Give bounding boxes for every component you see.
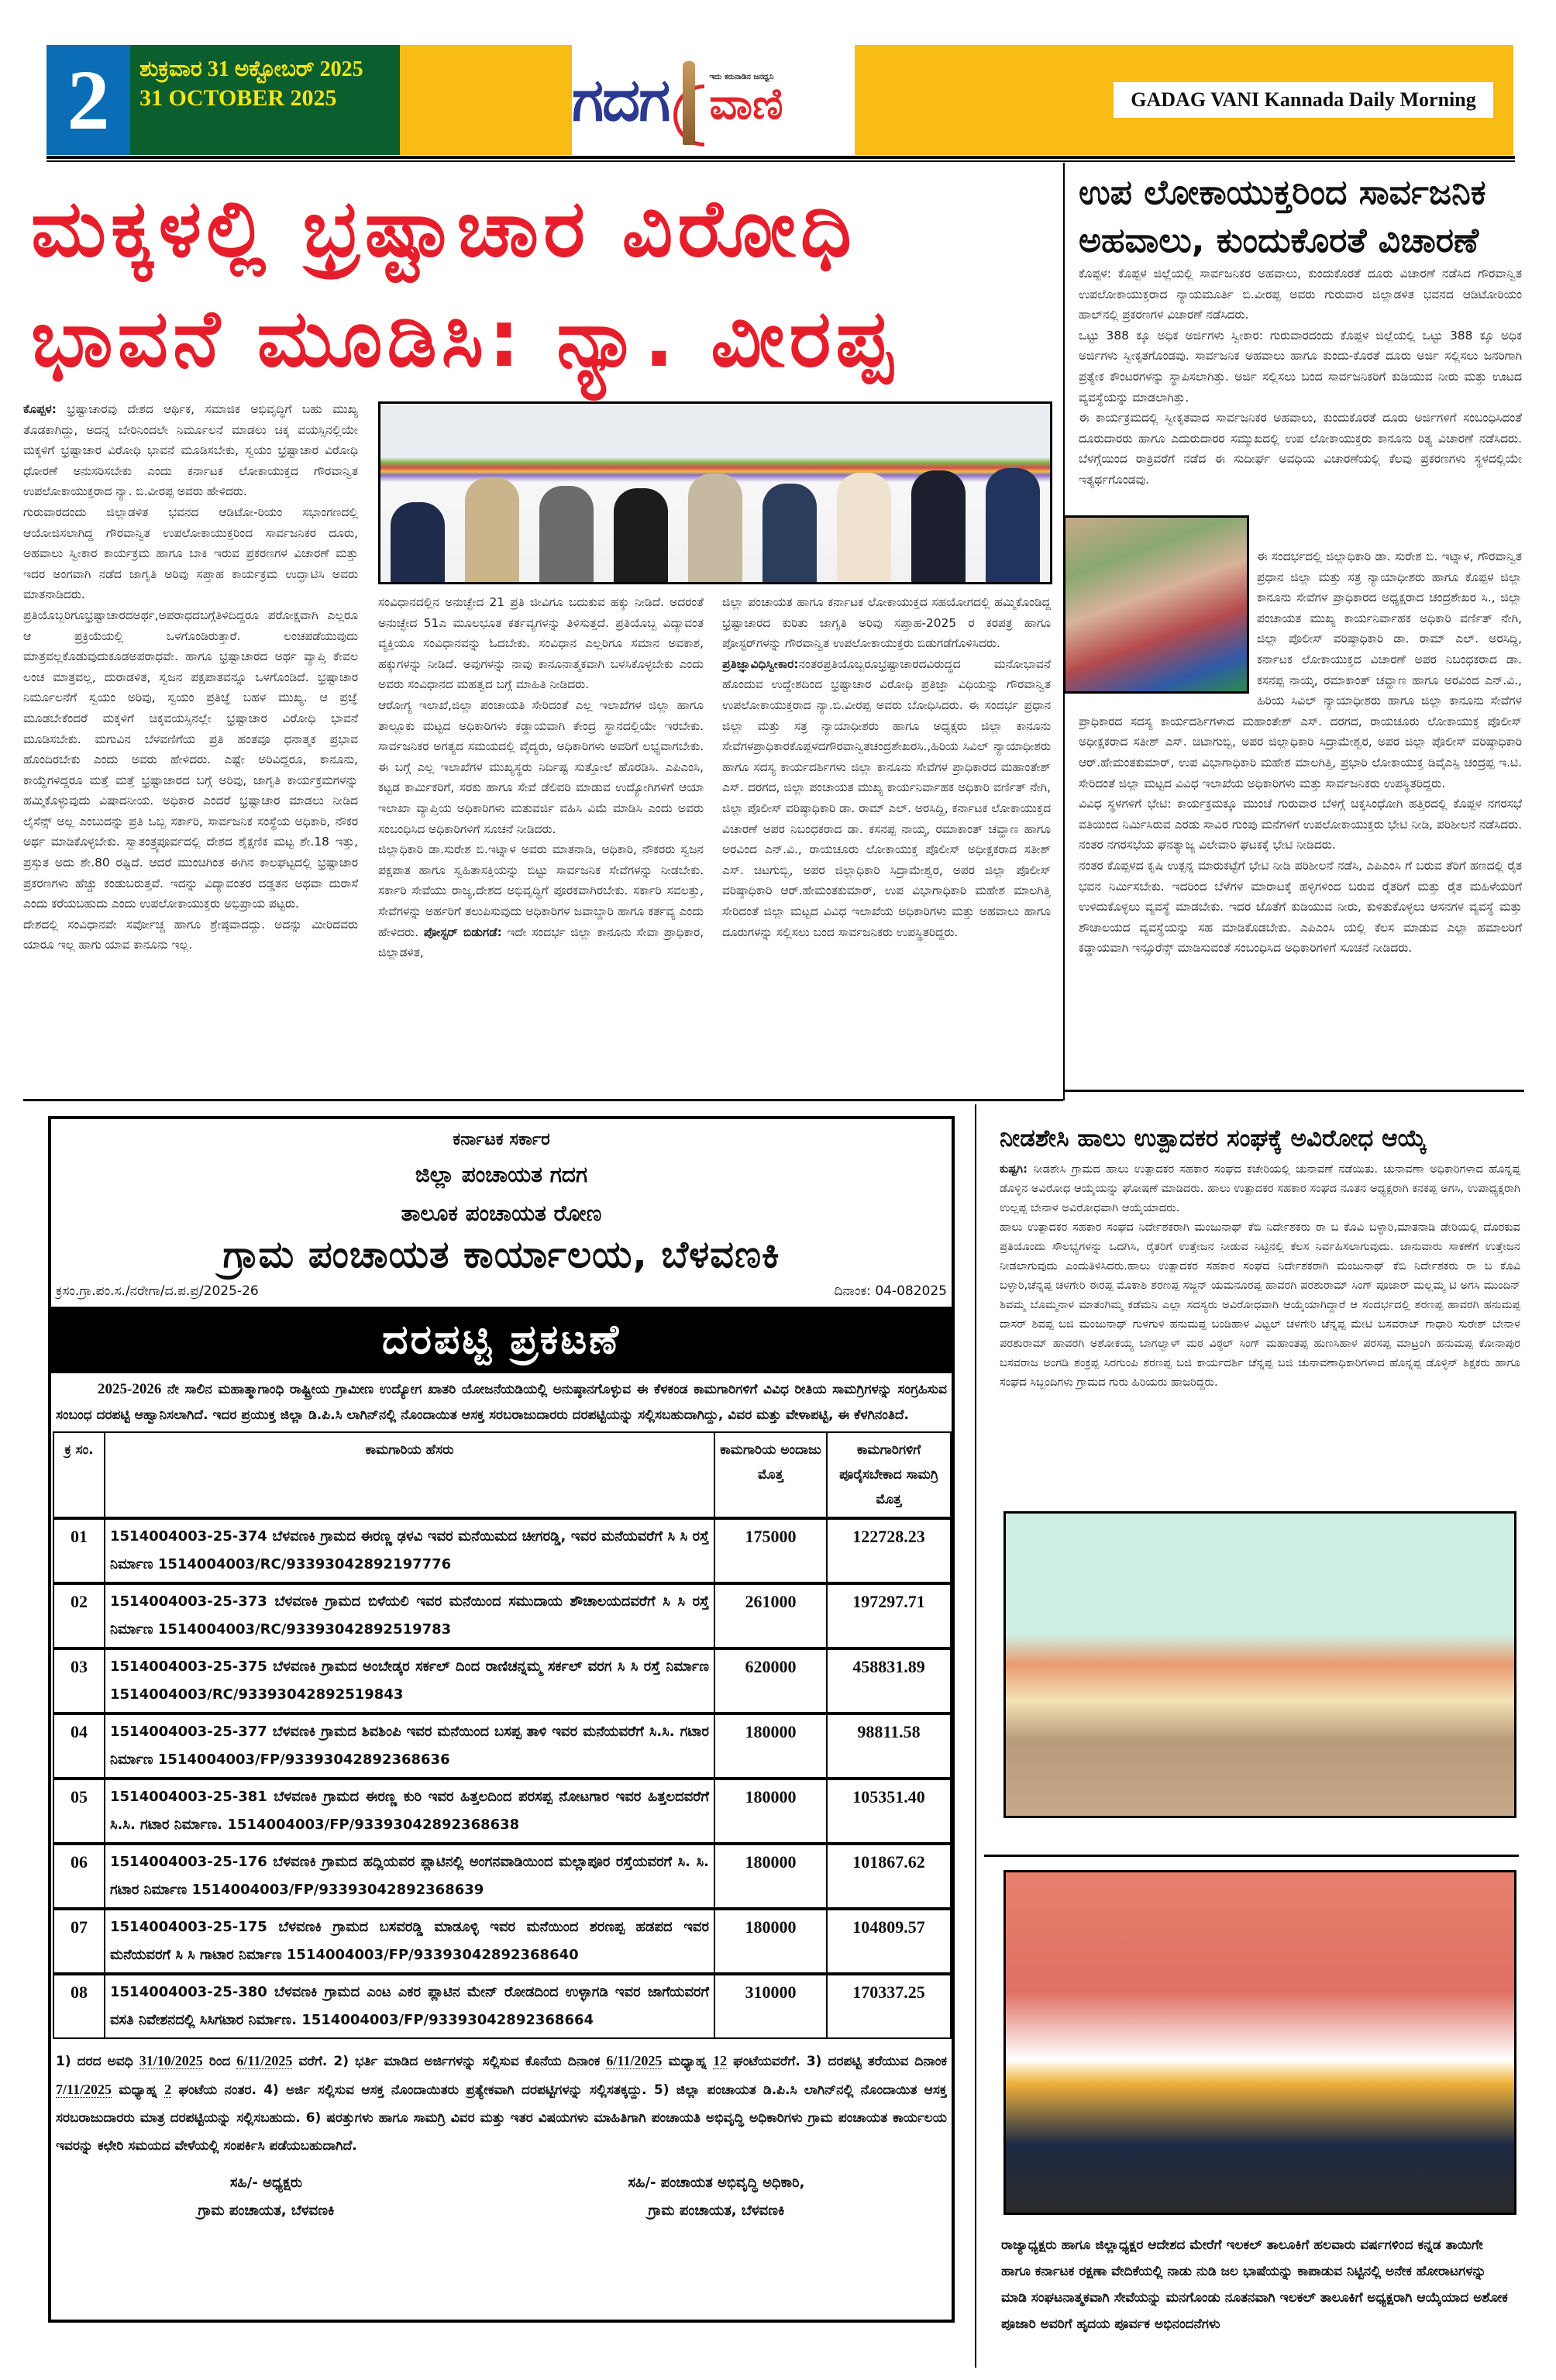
row-work-name: 1514004003-25-176 ಬೆಳವಣಕಿ ಗ್ರಾಮದ ಹದ್ಲಿಯವರ ಪ್ಲಾಟಿನಲ್ಲಿ ಅಂಗನವಾಡಿಯಿಂದ ಮಲ್ಲಾಪೂರ ರಸ್ತೆಯವರಗೆ ಸಿ. ಸಿ. ಗಟಾರ ನಿರ್ಮಾಣ 1514004003/FP/93393042892368639: [105, 1844, 714, 1909]
notice-signatures: [51, 2169, 952, 2225]
photo-figures: [380, 468, 1050, 582]
signature-title: ಸಹಿ/- ಪಂಚಾಯತ ಅಭಿವೃದ್ಧಿ ಅಧಿಕಾರಿ,: [628, 2175, 805, 2191]
row-estimate: 180000: [714, 1714, 827, 1779]
rate-from-date: 31/10/2025: [139, 2053, 203, 2068]
rate-to-date: 6/11/2025: [236, 2053, 293, 2068]
notice-govt: ಕರ್ನಾಟಕ ಸರ್ಕಾರ: [453, 1130, 550, 1149]
date-box: [130, 45, 400, 155]
terms-text: ಘಂಟೆಯ ನಂತರ. 4) ಅರ್ಜಿ ಸಲ್ಲಿಸುವ ಆಸಕ್ತ ನೊಂದಾಯಿತರು ಪ್ರತ್ಯೇಕವಾಗಿ ದರಪಟ್ಟಿಗಳನ್ನು ಸಲ್ಲಿಸತಕ್ಕದ್ದು. 5) ಜಿಲ್ಲಾ ಪಂಚಾಯತ ಡಿ.ಪಿ.ಸಿ ಲಾಗಿನ್‌ನಲ್ಲಿ ನೊಂದಾಯಿತ ಆಸಕ್ತ ಸರಬರಾಜುದಾರರು ಮಾತ್ರ ದರಪಟ್ಟಿಯನ್ನು ಸಲ್ಲಿಸಬಹುದು. 6) ಷರತ್ತುಗಳು ಹಾಗೂ ಸಾಮಗ್ರಿ ವಿವರ ಮತ್ತು ಇತರ ವಿಷಯಗಳು ಮಾಹಿತಿಗಾಗಿ ಪಂಚಾಯತಿ ಅಭಿವೃದ್ಧಿ ಅಧಿಕಾರಿಗಳು ಗ್ರಾಮ ಪಂಚಾಯತ ಕಾರ್ಯಲಯ ಇವರನ್ನು ಕಛೇರಿ ಸಮಯದ ವೇಳೆಯಲ್ಲಿ ಸಂಪರ್ಕಿಸಿ ಪಡೆಯಬಹುದಾಗಿದೆ.: [56, 2082, 948, 2154]
row-estimate: 180000: [714, 1909, 827, 1974]
row-material-amount: 197297.71: [827, 1583, 951, 1648]
paragraph: ಜಿಲ್ಲಾಧಿಕಾರಿ ಡಾ.ಸುರೇಶ ಬಿ.ಇಟ್ನಾಳ ಅವರು ಮಾತನಾಡಿ, ಅಧಿಕಾರಿ, ನೌಕರರು ಸ್ವಜನ ಪಕ್ಷಪಾತ ಹಾಗೂ ಸ್ವಹಿತಾಸಕ್ತಿಯನ್ನು ಬಿಟ್ಟು ಸಾರ್ವಜನಿಕ ಸೇವೆಗಳನ್ನು ನೀಡಬೇಕು. ಸರ್ಕಾರಿ ಸೇವೆಯು ರಾಜ್ಯ,ದೇಶದ ಅಭಿವೃದ್ಧಿಗೆ ಪೂರಕವಾಗಿರಬೇಕು. ಸರ್ಕಾರಿ ಸವಲತ್ತು, ಸೇವೆಗಳನ್ನು ಅರ್ಹರಿಗೆ ತಲುಪಿಸುವುದು ಅಧಿಕಾರಿಗಳ ಜವಾಬ್ದಾರಿ ಹಾಗೂ ಕರ್ತವ್ಯ ಎಂದು ಹೇಳಿದರು.: [378, 842, 704, 939]
paragraph: ಆರೋಗ್ಯ ಇಲಾಖೆ,ಜಿಲ್ಲಾ ಪಂಚಾಯತಿ ಸೇರಿದಂತೆ ಎಲ್ಲ ಇಲಾಖೆಗಳ ಜಿಲ್ಲಾ ಹಾಗೂ ತಾಲ್ಲೂಕು ಮಟ್ಟದ ಅಧಿಕಾರಿಗಳು ಕಡ್ಡಾಯವಾಗಿ ಕೇಂದ್ರ ಸ್ಥಾನದಲ್ಲಿಯೇ ಇರಬೇಕು. ಸಾರ್ವಜನಿಕರ ಅಗತ್ಯದ ಸಮಯದಲ್ಲಿ ವೈದ್ಯರು, ಅಧಿಕಾರಿಗಳು ಅವರಿಗೆ ಲಭ್ಯವಾಗಬೇಕು. ಈ ಬಗ್ಗೆ ಎಲ್ಲ ಇಲಾಖೆಗಳ ಮುಖ್ಯಸ್ಥರು ನಿರ್ದಿಷ್ಟ ಸುತ್ತೋಲೆ ಹೊರಡಿಸಿ. ಎಪಿಎಂಸಿ, ಕಟ್ಟಡ ಕಾರ್ಮಿಕರಿಗೆ, ಸರಕು ಹಾಗೂ ಸೇವೆ ಡೆಲಿವರಿ ಮಾಡುವ ಉದ್ಯೋಗಿಗಳಿಗೆ ಆಯಾ ಇಲಾಖಾ ವ್ಯಾಪ್ತಿಯ ಅಧಿಕಾರಿಗಳು ಮತುವರ್ಜಿ ವಹಿಸಿ ವಿಮೆ ಮಾಡಿಸಿ ಎಂದು ಅವರು ಸಂಬಂಧಿಸಿದ ಅಧಿಕಾರಿಗಳಿಗೆ ಸೂಚನೆ ನೀಡಿದರು.: [378, 697, 704, 836]
lamp-lighting-photo[interactable]: [378, 401, 1052, 584]
row-serial: 05: [53, 1779, 105, 1844]
terms-text: ವರೆಗೆ. 2) ಭರ್ತಿ ಮಾಡಿದ ಅರ್ಜಿಗಳನ್ನು ಸಲ್ಲಿಸುವ ಕೊನೆಯ ದಿನಾಂಕ: [298, 2054, 601, 2069]
row-estimate: 180000: [714, 1844, 827, 1909]
section-rule: [23, 1099, 1063, 1101]
signature-office: ಗ್ರಾಮ ಪಂಚಾಯತ, ಬೆಳವಣಕಿ: [648, 2203, 785, 2219]
row-estimate: 620000: [714, 1648, 827, 1714]
signature-president: [198, 2169, 335, 2225]
col-header-material: ಕಾಮಗಾರಿಗಳಿಗೆ ಪೂರೈಸಬೇಕಾದ ಸಾಮಗ್ರಿ ಮೊತ್ತ: [827, 1432, 951, 1518]
row-work-name: 1514004003-25-380 ಬೆಳವಣಕಿ ಗ್ರಾಮದ ಎಂಟ ಎಕರ ಪ್ಲಾಟಿನ ಮೇನ್ ರೋಡದಿಂದ ಉಳ್ಳಾಗಡಿ ಇವರ ಜಾಗೆಯವರಗೆ ವಸತಿ ನಿವೇಶನದಲ್ಲಿ ಸಿಸಿಗಟಾರ ನಿರ್ಮಾಣ. 1514004003/FP/93393042892368664: [105, 1974, 714, 2038]
paragraph: ನಂತರ ಕೊಪ್ಪಳದ ಕೃಷಿ ಉತ್ಪನ್ನ ಮಾರುಕಟ್ಟೆಗೆ ಭೇಟಿ ನೀಡಿ ಪರಿಶೀಲನೆ ನಡೆಸಿ, ಎಪಿಎಂಸಿ ಗೆ ಬರುವ ತೆರಿಗೆ ಹಣದಲ್ಲಿ ರೈತ ಭವನ ನಿರ್ಮಿಸಬೇಕು. ಇದರಿಂದ ಬೆಳೆಗಳ ಮಾರಾಟಕ್ಕೆ ಹಳ್ಳಿಗಳಿಂದ ಬರುವ ರೈತರಿಗೆ ಮತ್ತು ರೈತ ಮಹಿಳೆಯರಿಗೆ ಉಳಿದುಕೊಳ್ಳಲು ವ್ಯವಸ್ಥೆ ಮಾಡಬೇಕು. ಇದರ ಜೊತೆಗೆ ಕುಡಿಯುವ ನೀರು, ಕುಳಿತುಕೊಳ್ಳಲು ಆಸನಗಳ ವ್ಯವಸ್ಥೆ ಮತ್ತು ಶೌಚಾಲಯದ ವ್ಯವಸ್ಥೆಯನ್ನು ಸಹ ಮಾಡಿಕೊಡಬೇಕು. ಎಪಿಎಂಸಿ ಯಲ್ಲಿ ಕೆಲಸ ಮಾಡುವ ಎಲ್ಲಾ ಹಮಾಲರಿಗೆ ಕಡ್ಡಾಯವಾಗಿ ಇನ್ಸೂರೆನ್ಸ್ ಮಾಡಿಸುವಂತೆ ಸಂಬಂಧಿಸಿದ ಅಧಿಕಾರಿಗಳಿಗೆ ಸೂಚನೆ ನೀಡಿದರು.: [1079, 858, 1522, 956]
intro-text: ನೇ ಸಾಲಿನ ಮಹಾತ್ಮಾಗಾಂಧಿ ರಾಷ್ಟ್ರೀಯ ಗ್ರಾಮೀಣ ಉದ್ಯೋಗ ಖಾತರಿ ಯೋಜನೆಯಡಿಯಲ್ಲಿ ಅನುಷ್ಠಾನಗೊಳ್ಳುವ ಈ ಕೆಳಕಂಡ ಕಾಮಗಾರಿಗಳಿಗೆ ವಿವಿಧ ರೀತಿಯ ಸಾಮಗ್ರಿಗಳನ್ನು ಸಂಗ್ರಹಿಸುವ ಸಂಬಂಧ ದರಪಟ್ಟಿ ಆಹ್ವಾನಿಸಲಾಗಿದೆ. ಇದರ ಪ್ರಯುಕ್ತ ಜಿಲ್ಲಾ ಡಿ.ಪಿ.ಸಿ ಲಾಗಿನ್‌ನಲ್ಲಿ ನೊಂದಾಯಿತ ಆಸಕ್ತ ಸರಬರಾಜುದಾರರು ದರಪಟ್ಟಿಯನ್ನು ಸಲ್ಲಿಸಬಹುದಾಗಿದ್ದು, ವಿವರ ಮತ್ತು ವೇಳಾಪಟ್ಟಿ, ಈ ಕೆಳಗಿನಂತಿದೆ.: [56, 1382, 948, 1423]
col-header-estimate: ಕಾಮಗಾರಿಯ ಅಂದಾಜು ಮೊತ್ತ: [714, 1432, 827, 1518]
masthead-rule-thin: [46, 160, 1515, 162]
dateline: ಕುಷ್ಟಗಿ:: [1000, 1162, 1028, 1176]
paragraph: ನಂತರಪ್ರತಿಯೊಬ್ಬರೂಭ್ರಷ್ಟಾಚಾರದವಿರುದ್ಧದ ಮನೋಭಾವನೆ ಹೊಂದುವ ಉದ್ದೇಶದಿಂದ ಭ್ರಷ್ಟಾಚಾರ ವಿರೋಧಿ ಪ್ರತಿಜ್ಞಾ ವಿಧಿಯನ್ನು ಗೌರವಾನ್ವಿತ ಉಪಲೋಕಾಯುಕ್ತರಾದ ನ್ಯಾ.ಬಿ.ವೀರಪ್ಪ ಅವರು ಬೋಧಿಸಿದರು. ಈ ಸಂದರ್ಭ ಪ್ರಧಾನ ಜಿಲ್ಲಾ ಮತ್ತು ಸತ್ರ ನ್ಯಾಯಾಧೀಶರು ಹಾಗೂ ಅಧ್ಯಕ್ಷರು ಜಿಲ್ಲಾ ಕಾನೂನು ಸೇವೆಗಳಪ್ರಾಧಿಕಾರಕೊಪ್ಪಳದಗೌರವಾನ್ವಿತಚಂದ್ರಶೇಖರಸಿ.,ಹಿರಿಯ ಸಿವಿಲ್ ನ್ಯಾಯಾಧೀಶರು ಹಾಗೂ ಸದಸ್ಯ ಕಾರ್ಯದರ್ಶಿಗಳು ಜಿಲ್ಲಾ ಕಾನೂನು ಸೇವೆಗಳ ಪ್ರಾಧಿಕಾರದ ಮಹಾಂತೇಶ್ ಎಸ್. ದರಗದ, ಜಿಲ್ಲಾ ಪಂಚಾಯತ ಮುಖ್ಯ ಕಾರ್ಯನಿರ್ವಾಹಕ ಅಧಿಕಾರಿ ವರ್ಣಿತ್ ನೇಗಿ, ಜಿಲ್ಲಾ ಪೊಲೀಸ್ ವರಿಷ್ಠಾಧಿಕಾರಿ ಡಾ. ರಾಮ್ ಎಲ್. ಅರಸಿದ್ದಿ, ಕರ್ನಾಟಕ ಲೋಕಾಯುಕ್ತದ ವಿಚಾರಣೆ ಅಪರ ನಿಬಂಧಕರಾದ ಡಾ. ಕಸನಪ್ಪ ನಾಯ್ಕ, ರಮಾಕಾಂತ್ ಚವ್ಹಾಣ ಹಾಗೂ ಅರವಿಂದ ಎನ್.ವಿ., ರಾಯಚೂರು ಲೋಕಾಯುಕ್ತ ಪೊಲೀಸ್ ಅಧೀಕ್ಷಕರಾದ ಸತೀಶ್ ಎಸ್. ಚಿಟಗುಬ್ಬಿ, ಅಪರ ಜಿಲ್ಲಾಧಿಕಾರಿ ಸಿದ್ರಾಮೇಶ್ವರ, ಅಪರ ಜಿಲ್ಲಾ ಪೊಲೀಸ್ ವರಿಷ್ಠಾಧಿಕಾರಿ ಆರ್.ಹೇಮಂತಕುಮಾರ್, ಉಪ ವಿಭಾಗಾಧಿಕಾರಿ ಮಹೇಶ ಮಾಲಗಿತ್ತಿ ಸೇರಿದಂತೆ ಜಿಲ್ಲಾ ಮಟ್ಟದ ವಿವಿಧ ಇಲಾಖೆಯ ಅಧಿಕಾರಿಗಳು ಮತ್ತು ಅಹವಾಲು ಹಾಗೂ ದೂರುಗಳನ್ನು ಸಲ್ಲಿಸಲು ಬಂದ ಸಾರ್ವಜನಿಕರು ಉಪಸ್ಥಿತರಿದ್ದರು.: [722, 656, 1051, 939]
terms-text: 1) ದರದ ಅವಧಿ: [56, 2054, 133, 2069]
row-material-amount: 122728.23: [827, 1518, 951, 1583]
row-material-amount: 98811.58: [827, 1714, 951, 1779]
paragraph: ಒಟ್ಟು 388 ಕ್ಕೂ ಅಧಿಕ ಅರ್ಜಿಗಳು ಸ್ವೀಕಾರ: ಗುರುವಾರದಂದು ಕೊಪ್ಪಳ ಜಿಲ್ಲೆಯಲ್ಲಿ ಒಟ್ಟು 388 ಕ್ಕೂ ಅಧಿಕ ಅರ್ಜಿಗಳು ಸ್ವೀಕೃತಗೊಂಡವು. ಸಾರ್ವಜನಿಕ ಅಹವಾಲು ಹಾಗೂ ಕುಂದು-ಕೊರತೆ ದೂರು ಅರ್ಜಿ ಸಲ್ಲಿಸಲು ಜನರಿಗಾಗಿ ಪ್ರತ್ಯೇಕ ಕೌಂಟರಗಳನ್ನು ಸ್ಥಾಪಿಸಲಾಗಿತ್ತು. ಅರ್ಜಿ ಸಲ್ಲಿಸಲು ಬಂದ ಸಾರ್ವಜನಿಕರಿಗೆ ಕುಡಿಯುವ ನೀರು ಮತ್ತು ಊಟದ ವ್ಯವಸ್ಥೆಯನ್ನು ಮಾಡಲಾಗಿತ್ತು.: [1079, 328, 1522, 405]
row-material-amount: 105351.40: [827, 1779, 951, 1844]
section-rule: [984, 1855, 1519, 1857]
row-serial: 01: [53, 1518, 105, 1583]
signature-title: ಸಹಿ/- ಅಧ್ಯಕ್ಷರು: [229, 2175, 303, 2191]
paragraph: ವಿವಿಧ ಸ್ಥಳಗಳಿಗೆ ಭೇಟಿ: ಕಾರ್ಯಕ್ರಮಕ್ಕೂ ಮುಂಚೆ ಗುರುವಾರ ಬೆಳಿಗ್ಗೆ ಚಿಕ್ಕಸಿಂಧೋಗಿ ಹತ್ತಿರದಲ್ಲಿ ಕೊಪ್ಪಳ ನಗರಸಭೆ ವತಿಯಿಂದ ನಿರ್ಮಿಸಿರುವ ಎರಡು ಸಾವಿರ ಗುಂಪು ಮನೆಗಳಿಗೆ ಉಪಲೋಕಾಯುಕ್ತರು ಭೇಟಿ ನೀಡಿ, ಪರಿಶೀಲನೆ ನಡೆಸಿದರು. ನಂತರ ನಗರಸಭೆಯ ಘನತ್ಯಾಜ್ಯ ವಿಲೇವಾರಿ ಘಟಕಕ್ಕೆ ಭೇಟಿ ನೀಡಿದರು.: [1079, 797, 1522, 852]
table-row: [53, 1518, 951, 1583]
paragraph: ಈ ಕಾರ್ಯಕ್ರಮದಲ್ಲಿ ಸ್ವೀಕೃತವಾದ ಸಾರ್ವಜನಿಕರ ಅಹವಾಲು, ಕುಂದುಕೊರತೆ ದೂರು ಅರ್ಜಿಗಳಿಗೆ ಸಂಬಂಧಿಸಿದಂತೆ ದೂರುದಾರರು ಹಾಗೂ ಎದುರುದಾರರ ಸಮ್ಮುಖದಲ್ಲಿ ಉಪ ಲೋಕಾಯುಕ್ತರು ಕಾನೂನು ರಿತ್ಯ ವಿಚಾರಣೆ ನಡೆಸಿದರು. ಬೆಳಗ್ಗೆಯಿಂದ ರಾತ್ರಿವರೆಗೆ ನಡೆದ ಈ ಸುದೀರ್ಘ ಅವಧಿಯ ವಿಚಾರಣೆಯಲ್ಲಿ ಕೆಲವು ಪ್ರಕರಣಗಳು ಸ್ಥಳದಲ್ಲಿಯೇ ಇತ್ಯರ್ಥಗೊಂಡವು.: [1079, 411, 1522, 487]
side-story-bottom: [1079, 546, 1522, 1089]
col-header-sn: ಕ್ರ ಸಂ.: [53, 1432, 105, 1518]
table-row: [53, 1779, 951, 1844]
paragraph: ಪ್ರತಿಯೊಬ್ಬರಿಗೂಭ್ರಷ್ಟಾಚಾರದಅರ್ಥ,ಅಪರಾಧದಬಗ್ಗೆತಿಳಿದಿದ್ದರೂ ಪರೋಕ್ಷವಾಗಿ ಎಲ್ಲರೂ ಆ ಪ್ರಕ್ರಿಯೆಯಲ್ಲಿ ಒಳಗೊಂಡಿರುತ್ತಾರೆ. ಲಂಚಪಡೆಯುವುದು ಮಾತ್ರವಲ್ಲಕೊಡುವುದುಕೂಡಅಪರಾಧವೇ. ಹಾಗೂ ಭ್ರಷ್ಟಾಚಾರದ ಅರ್ಥ ವ್ಯಾಪ್ತಿ ಕೇವಲ ಲಂಚ ಮಾತ್ರವಲ್ಲ, ದುರಾಡಳಿತ, ಸ್ವಜನ ಪಕ್ಷಪಾತವನ್ನೂ ಒಳಗೊಂಡಿದೆ. ಭ್ರಷ್ಟಾಚಾರ ನಿರ್ಮೂಲನೆಗೆ ಸ್ವಯಂ ಅರಿವು, ಸ್ವಯಂ ಪ್ರತಿಜ್ಞೆ ಬಹಳ ಮುಖ್ಯ. ಆ ಪ್ರಜ್ಞೆ ಮೂಡಬೇಕೆಂದರೆ ಮಕ್ಕಳಿಗೆ ಚಿಕ್ಕವಯಸ್ಸಿನಲ್ಲೇ ಭ್ರಷ್ಟಾಚಾರ ವಿರೋಧಿ ಭಾವನೆ ಮೂಡಿಸಬೇಕು. ಮಗುವಿನ ಬೆಳವಣಿಗೆಯ ಪ್ರತಿ ಹಂತವೂ ಧನಾತ್ಮಕ ಪ್ರಭಾವ ಹೊಂದಿರಬೇಕು ಎಂದು ಅವರು ಹೇಳಿದರು. ಎಷ್ಟೇ ಅರಿವಿದ್ದರೂ, ಕಾನೂನು, ಕಾಯ್ದೆಗಳಿದ್ದರೂ ಮತ್ತೆ ಮತ್ತೆ ಭ್ರಷ್ಟಾಚಾರದ ಬಗ್ಗೆ ಅರಿವು, ಜಾಗೃತಿ ಕಾರ್ಯಕ್ರಮಗಳನ್ನು ಹಮ್ಮಿಕೊಳ್ಳುವುದು ವಿಷಾದನೀಯ. ಅಧಿಕಾರ ಎಂದರೆ ಭ್ರಷ್ಟಾಚಾರ ಮಾಡಲು ನೀಡಿದ ಲೈಸೆನ್ಸ್ ಅಲ್ಲ ಎಂಬುದನ್ನು ಪ್ರತಿ ಒಬ್ಬ ಸರ್ಕಾರಿ, ಸಾರ್ವಜನಿಕ ಸಂಸ್ಥೆಯ ಅಧಿಕಾರಿ, ನೌಕರ ಅರ್ಥ ಮಾಡಿಕೊಳ್ಳಬೇಕು. ಸ್ವಾತಂತ್ರ್ಯಪೂರ್ವದಲ್ಲಿ ದೇಶದ ಶೈಕ್ಷಣಿಕ ಮಟ್ಟ ಶೇ.18 ಇತ್ತು, ಪ್ರಸ್ತುತ ಅದು ಶೇ.80 ರಷ್ಟಿದೆ. ಆದರೆ ಮುಂಚಿಗಿಂತ ಈಗಿನ ಕಾಲಘಟ್ಟದಲ್ಲಿ ಭ್ರಷ್ಟಾಚಾರ ಪ್ರಕರಣಗಳು ಹೆಚ್ಚು ಕಂಡುಬರುತ್ತವೆ. ಇದನ್ನು ವಿದ್ಯಾವಂತರ ದಡ್ಡತನ ಅಥವಾ ದುರಾಸೆ ಎಂದು ಕರೆಯಬಹುದು ಎಂದು ಉಪಲೋಕಾಯುಕ್ತರು ಅಭಿಪ್ರಾಯ ಪಟ್ಟರು.: [23, 608, 358, 911]
side-story-top: [1079, 263, 1522, 546]
lead-headline[interactable]: [31, 174, 1046, 394]
section-rule: [1063, 1090, 1524, 1092]
works-table: [53, 1431, 952, 2039]
row-work-name: 1514004003-25-373 ಬೆಳವಣಕಿ ಗ್ರಾಮದ ಬಿಳೆಯಲಿ ಇವರ ಮನೆಯಿಂದ ಸಮುದಾಯ ಶೌಚಾಲಯದವರೆಗೆ ಸಿ ಸಿ ರಸ್ತೆ ನಿರ್ಮಾಣ 1514004003/RC/93393042892519783: [105, 1583, 714, 1648]
table-header-row: [53, 1432, 951, 1518]
open-hour: 2: [164, 2082, 172, 2097]
col-header-work: ಕಾಮಗಾರಿಯ ಹೆಸರು: [105, 1432, 714, 1518]
date-english: 31 OCTOBER 2025: [139, 85, 337, 111]
row-material-amount: 104809.57: [827, 1909, 951, 1974]
paragraph: ಕೊಪ್ಪಳ: ಕೊಪ್ಪಳ ಜಿಲ್ಲೆಯಲ್ಲಿ ಸಾರ್ವಜನಿಕರ ಅಹವಾಲು, ಕುಂದುಕೊರತೆ ದೂರು ವಿಚಾರಣೆ ನಡೆಸಿದ ಗೌರವಾನ್ವಿತ ಉಪಲೋಕಾಯುಕ್ತರಾದ ನ್ಯಾಯಮೂರ್ತಿ ಬಿ.ವೀರಪ್ಪ ಅವರು ಗುರುವಾರ ಜಿಲ್ಲಾಡಳಿತ ಭವನದ ಆಡಿಟೋರಿಯಂ ಹಾಲ್‌ನಲ್ಲಿ ಪ್ರಕರಣಗಳ ವಿಚಾರಣೆ ನಡೆಸಿದರು.: [1079, 267, 1522, 322]
row-material-amount: 458831.89: [827, 1648, 951, 1714]
table-row: [53, 1583, 951, 1648]
page-number: 2: [46, 45, 130, 155]
paragraph: ಹಾಲು ಉತ್ಪಾದಕರ ಸಹಕಾರ ಸಂಘದ ನಿರ್ದೇಶಕರಾಗಿ ಮಂಜುನಾಥ್ ಕೆಬಿ ನಿರ್ದೇಶಕರು ರಾ ಬ ಕೊವಿ ಬಳ್ಳಾರಿ,ಮಾತನಾಡಿ ಡೇರಿಯಲ್ಲಿ ದೊರಕುವ ಪ್ರತಿಯೊಂದು ಸೌಲಭ್ಯಗಳನ್ನು ಒದಗಿಸಿ, ರೈತರಿಗೆ ಉತ್ತೇಜನ ನೀಡುವ ನಿಟ್ಟಿನಲ್ಲಿ ಕೆಲಸ ನಿರ್ವಹಿಸಲಾಗುವುದು. ಜಾನುವಾರು ಸಾಕಣೆಗೆ ಉತ್ತೇಜನ ನೀಡಲಾಗುವುದು ಎಂದುತಿಳಿಸಿದರು.ಹಾಲು ಉತ್ಪಾದಕರ ಸಹಕಾರ ಸಂಘದ ನಿರ್ದೇಶಕರಾಗಿ ಮಂಜುನಾಥ್ ಕೆಬಿ ನಿರ್ದೇಶಕರು ರಾ ಬ ಕೊವಿ ಬಳ್ಳಾರಿ,ಚೆನ್ನಪ್ಪ ಚಳಗೇರಿ ಈರಪ್ಪ ಮೊಕಾಶಿ ಶರಣಪ್ಪ ಸಜ್ಜನ್ ಯಮನೂರಪ್ಪ ಹಾವರಗಿ ಪರಶುರಾಮ್ ಸಿಂಗ್ ಪೂಜಾರ್ ಮಲ್ಲಮ್ಮ ಟಿ ಅಗಸಿ ಮುಂದಿನ್ ಶಿವಮ್ಮ ಬೊಮ್ಮನಾಳ ಮಾತಂಗಿಮ್ಮ ಕಡೆಮನಿ ಎಲ್ಲಾ ಸದಸ್ಯರು ಅವಿರೋಧವಾಗಿ ಆಯ್ಕೆಯಾಗಿದ್ದಾರೆ ಆ ಸಂದರ್ಭದಲ್ಲಿ ಶರಣಪ್ಪ ಹಾವರಗಿ ಹನುಮಪ್ಪ ದಾಸರ್ ಶಿವಪ್ಪ ಬಜಿ ಮಂಜುನಾಥ್ ಗುಳಗುಳಿ ಹನುಮಪ್ಪ ಬಂಡಿಹಾಳ ವಿಟ್ಟಲ್ ಚಳಗೇರಿ ಚೆನ್ನಪ್ಪ ಮೇಟಿ ಬಸವರಾಜ್ ಗಾಧಾರಿ ಸುರೇಶ್ ಬೇನಾಳ ಪರಶುರಾಮ್ ಹಾವರಗಿ ಅಶೋಕಯ್ಯ ಬಾಗಲ್ವಾಳ್ ಮಠ ವಿಠ್ಠಲ್ ಸಿಂಗ್ ಮಹಾಂತಪ್ಪ ಹುಣಸಿಹಾಳ ಪರಸಪ್ಪ ಮಾಟ್ರಂಗಿ ಹನುಮಪ್ಪ ಕೋನಾಪುರ ಬಸವರಾಜ ಅಂಗಡಿ ಶಂಕ್ರಪ್ಪ ಸಿರಗುಂಪಿ ಶರಣಪ್ಪ ಬಜಿ ಕಾರ್ಯದರ್ಶಿ ಚೆನ್ನಪ್ಪ ಬಜಿ ಚುನಾವಣಾಧಿಕಾರಿಗಳಾದ ಹೊನ್ನಪ್ಪ ಡೊಳ್ಳಿನ್ ಶಿಕ್ಷಕರು ಹಾಗೂ ಸಂಘದ ಸಿಬ್ಬಂದಿಗಳು ಗ್ರಾಮದ ಗುರು ಹಿರಿಯರು ಹಾಜರಿದ್ದರು.: [1000, 1221, 1520, 1389]
row-material-amount: 170337.25: [827, 1974, 951, 2038]
table-row: [53, 1909, 951, 1974]
paragraph: ಜಿಲ್ಲಾ ಪಂಚಾಯತ ಹಾಗೂ ಕರ್ನಾಟಕ ಲೋಕಾಯುಕ್ತದ ಸಹಯೋಗದಲ್ಲಿ ಹಮ್ಮಿಕೊಂಡಿದ್ದ ಭ್ರಷ್ಟಾಚಾರದ ಕುರಿತು ಜಾಗೃತಿ ಅರಿವು ಸಪ್ತಾಹ-2025 ರ ಕರಪತ್ರ ಹಾಗೂ ಪೋಸ್ಟರ್‌ಗಳನ್ನು ಗೌರವಾನ್ವಿತ ಉಪಲೋಕಾಯುಕ್ತರು ಬಿಡುಗಡೆಗೊಳಿಸಿದರು.: [722, 595, 1051, 651]
notice-terms: [51, 2039, 952, 2160]
paragraph: ಈ ಸಂದರ್ಭದಲ್ಲಿ ಜಿಲ್ಲಾಧಿಕಾರಿ ಡಾ. ಸುರೇಶ ಬಿ. ಇಟ್ನಾಳ, ಗೌರವಾನ್ವಿತ ಪ್ರಧಾನ ಜಿಲ್ಲಾ ಮತ್ತು ಸತ್ರ ನ್ಯಾಯಾಧೀಶರು ಹಾಗೂ ಕೊಪ್ಪಳ ಜಿಲ್ಲಾ ಕಾನೂನು ಸೇವೆಗಳ ಪ್ರಾಧಿಕಾರದ ಅಧ್ಯಕ್ಷರಾದ ಚಂದ್ರಶೇಖರ ಸಿ., ಜಿಲ್ಲಾ ಪಂಚಾಯತ ಮುಖ್ಯ ಕಾರ್ಯನಿರ್ವಾಹಕ ಅಧಿಕಾರಿ ವರ್ಣಿತ್ ನೇಗಿ, ಜಿಲ್ಲಾ ಪೊಲೀಸ್ ವರಿಷ್ಠಾಧಿಕಾರಿ ಡಾ. ರಾಮ್ ಎಲ್. ಅರಸಿದ್ದಿ, ಕರ್ನಾಟಕ ಲೋಕಾಯುಕ್ತದ ವಿಚಾರಣೆ ಅಪರ ನಿಬಂಧಕರಾದ ಡಾ. ಕಸನಪ್ಪ ನಾಯ್ಕ, ರಮಾಕಾಂತ್ ಚವ್ಹಾಣ ಹಾಗೂ ಅರವಿಂದ ಎನ್.ವಿ., ಹಿರಿಯ ಸಿವಿಲ್ ನ್ಯಾಯಾಧೀಶರು ಹಾಗೂ ಜಿಲ್ಲಾ ಕಾನೂನು ಸೇವೆಗಳ ಪ್ರಾಧಿಕಾರದ ಸದಸ್ಯ ಕಾರ್ಯದರ್ಶಿಗಳಾದ ಮಹಾಂತೇಶ್ ಎಸ್. ದರಗದ, ರಾಯಚೂರು ಲೋಕಾಯುಕ್ತ ಪೊಲೀಸ್ ಅಧೀಕ್ಷಕರಾದ ಸತೀಶ್ ಎಸ್. ಚಿಟಾಗುಬ್ಬಿ, ಅಪರ ಜಿಲ್ಲಾಧಿಕಾರಿ ಸಿದ್ರಾಮೇಶ್ವರ, ಅಪರ ಜಿಲ್ಲಾ ಪೊಲೀಸ್ ವರಿಷ್ಠಾಧಿಕಾರಿ ಆರ್.ಹೇಮಂತಕುಮಾರ್, ಉಪ ವಿಭಾಗಾಧಿಕಾರಿ ಮಹೇಶ ಮಾಲಗಿತ್ತಿ, ಪ್ರಭಾರಿ ಲೋಕಾಯುಕ್ತ ಡಿವೈಎಸ್ಪಿ ಚಂದ್ರಪ್ಪ ಇ.ಟಿ. ಸೇರಿದಂತೆ ಜಿಲ್ಲಾ ಮಟ್ಟದ ವಿವಿಧ ಇಲಾಖೆಯ ಅಧಿಕಾರಿಗಳು ಮತ್ತು ಸಾರ್ವಜನಿಕರು ಉಪಸ್ಥಿತರಿದ್ದರು.: [1079, 549, 1522, 790]
paragraph: ನೀಡಶೇಸಿ ಗ್ರಾಮದ ಹಾಲು ಉತ್ಪಾದಕರ ಸಹಕಾರ ಸಂಘದ ಕಚೇರಿಯಲ್ಲಿ ಚುನಾವಣೆ ನಡೆಯಿತು. ಚುನಾವಣಾ ಅಧಿಕಾರಿಗಳಾದ ಹೊನ್ನಪ್ಪ ಡೊಳ್ಳಿನ ಅವಿರೋಧ ಆಯ್ಕೆಯನ್ನು ಘೋಷಣೆ ಮಾಡಿದರು. ಹಾಲು ಉತ್ಪಾದಕರ ಸಹಕಾರ ಸಂಘದ ನೂತನ ಅಧ್ಯಕ್ಷರಾಗಿ ಕನಕಪ್ಪ ಅಗಸಿ, ಉಪಾಧ್ಯಕ್ಷರಾಗಿ ಉಲ್ಲಪ್ಪ ಬೇನಾಳ ಅವಿರೋಧವಾಗಿ ಆಯ್ಕೆಯಾದರು.: [1000, 1162, 1520, 1214]
logo-tagline: ಇದು ಕರುನಾಡಿನ ಜನಧ್ವನಿ: [709, 72, 774, 81]
paper-tagline: GADAG VANI Kannada Daily Morning: [1114, 82, 1493, 118]
row-serial: 02: [53, 1583, 105, 1648]
felicitation-photo[interactable]: [1003, 1870, 1516, 2215]
row-serial: 06: [53, 1844, 105, 1909]
milk-story: [1000, 1159, 1520, 1485]
open-date: 7/11/2025: [56, 2082, 112, 2097]
row-serial: 08: [53, 1974, 105, 2038]
last-hour: 12: [713, 2053, 728, 2068]
notice-office: ಗ್ರಾಮ ಪಂಚಾಯತ ಕಾರ್ಯಾಲಯ, ಬೆಳವಣಕಿ: [222, 1233, 780, 1276]
side-headline[interactable]: ಉಪ ಲೋಕಾಯುಕ್ತರಿಂದ ಸಾರ್ವಜನಿಕ ಅಹವಾಲು, ಕುಂದುಕೊರತೆ ವಿಚಾರಣೆ: [1079, 173, 1486, 260]
logo-gadag-text: ಗದಗ: [572, 64, 670, 134]
table-row: [53, 1844, 951, 1909]
table-row: [53, 1714, 951, 1779]
row-work-name: 1514004003-25-381 ಬೆಳವಣಕಿ ಗ್ರಾಮದ ಈರಣ್ಣ ಕುರಿ ಇವರ ಹಿತ್ತಲದಿಂದ ಪರಸಪ್ಪ ನೋಟಗಾರ ಇವರ ಹಿತ್ತಲದವರೆಗೆ ಸಿ.ಸಿ. ಗಟಾರ ನಿರ್ಮಾಣ. 1514004003/FP/93393042892368638: [105, 1779, 714, 1844]
last-date: 6/11/2025: [606, 2053, 663, 2068]
lead-headline-line1: ಮಕ್ಕಳಲ್ಲಿ ಭ್ರಷ್ಟಾಚಾರ ವಿರೋಧಿ: [31, 183, 856, 275]
column-divider: [975, 1104, 976, 2368]
statue-icon: [673, 53, 704, 146]
newspaper-logo[interactable]: [572, 45, 855, 155]
row-work-name: 1514004003-25-375 ಬೆಳವಣಕಿ ಗ್ರಾಮದ ಅಂಬೇಡ್ಕರ ಸರ್ಕಲ್ ದಿಂದ ರಾಣಿಚನ್ನಮ್ಮ ಸರ್ಕಲ್ ವರಗ ಸಿ ಸಿ ರಸ್ತೆ ನಿರ್ಮಾಣ 1514004003/RC/93393042892519843: [105, 1648, 714, 1714]
tender-notice: [48, 1116, 955, 2323]
paragraph: ಗುರುವಾರದಂದು ಜಿಲ್ಲಾಡಳಿತ ಭವನದ ಆಡಿಟೋ-ರಿಯಂ ಸಭಾಂಗಣದಲ್ಲಿ ಆಯೋಜಿಸಲಾಗಿದ್ದ ಗೌರವಾನ್ವಿತ ಉಪಲೋಕಾಯುಕ್ತರಿಂದ ಸಾರ್ವಜನಿಕರ ದೂರು, ಅಹವಾಲು ಸ್ವೀಕಾರ ಕಾರ್ಯಕ್ರಮ ಹಾಗೂ ಬಾಕಿ ಇರುವ ಪ್ರಕರಣಗಳ ವಿಚಾರಣೆ ಮತ್ತು ಇದರ ಅಂಗವಾಗಿ ನಡೆದ ಜಾಗೃತಿ ಅರಿವು ಸಪ್ತಾಹ ಕಾರ್ಯಕ್ರಮ ಉದ್ಘಾಟಿಸಿ ಅವರು ಮಾತನಾಡಿದರು.: [23, 505, 358, 602]
notice-taluk: ತಾಲೂಕ ಪಂಚಾಯತ ರೋಣ: [401, 1200, 602, 1226]
logo-vani-text: ವಾಣಿ: [709, 78, 783, 129]
subhead: ಪೋಸ್ಟರ್ ಬಿಡುಗಡೆ:: [423, 925, 502, 939]
table-row: [53, 1974, 951, 2038]
notice-district: ಜಿಲ್ಲಾ ಪಂಚಾಯತ ಗದಗ: [415, 1162, 588, 1187]
milk-headline[interactable]: ನೀಡಶೇಸಿ ಹಾಲು ಉತ್ಪಾದಕರ ಸಂಘಕ್ಕೆ ಅವಿರೋಧ ಆಯ್ಕೆ: [1000, 1125, 1427, 1152]
paragraph: ದೇಶದಲ್ಲಿ ಸಂವಿಧಾನವೇ ಸರ್ವೋಚ್ಚ ಹಾಗೂ ಶ್ರೇಷ್ಠವಾದದ್ದು. ಅದನ್ನು ಮೀರಿದವರು ಯಾರೂ ಇಲ್ಲ ಹಾಗು ಯಾವ ಕಾನೂನು ಇಲ್ಲ.: [23, 917, 358, 952]
notice-intro: [51, 1373, 952, 1428]
lead-story-col3: [722, 592, 1051, 1096]
row-material-amount: 101867.62: [827, 1844, 951, 1909]
signature-office: ಗ್ರಾಮ ಪಂಚಾಯತ, ಬೆಳವಣಕಿ: [198, 2203, 335, 2219]
dateline: ಕೊಪ್ಪಳ:: [23, 402, 57, 416]
lead-story-col1: [23, 399, 358, 1097]
row-work-name: 1514004003-25-175 ಬೆಳವಣಕಿ ಗ್ರಾಮದ ಬಸವರಡ್ಡಿ ಮಾಡೂಳ್ಳಿ ಇವರ ಮನೆಯಿಂದ ಶರಣಪ್ಪ ಹಡಪದ ಇವರ ಮನೆಯವರಗೆ ಸಿ ಸಿ ಗಾಟಾರ ನಿರ್ಮಾಣ 1514004003/FP/93393042892368640: [105, 1909, 714, 1974]
notice-banner: ದರಪಟ್ಟಿ ಪ್ರಕಟಣೆ: [51, 1307, 952, 1373]
terms-text: ಮಧ್ಯಾಹ್ನ: [119, 2082, 157, 2098]
photo-wrap-spacer: [1079, 546, 1257, 701]
notice-date: ದಿನಾಂಕ: 04-082025: [834, 1283, 947, 1299]
milk-society-meeting-photo[interactable]: [1003, 1511, 1516, 1818]
row-estimate: 180000: [714, 1779, 827, 1844]
felicitation-caption: ರಾಜ್ಯಾಧ್ಯಕ್ಷರು ಹಾಗೂ ಜಿಲ್ಲಾಧ್ಯಕ್ಷರ ಆದೇಶದ ಮೇರೆಗೆ ಇಲಕಲ್ ತಾಲೂಕಿಗೆ ಹಲವಾರು ವರ್ಷಗಳಿಂದ ಕನ್ನಡ ತಾಯಿಗೇ ಹಾಗೂ ಕರ್ನಾಟಕ ರಕ್ಷಣಾ ವೇದಿಕೆಯಲ್ಲಿ ನಾಡು ನುಡಿ ಜಲ ಭಾಷೆಯನ್ನು ಕಾಪಾಡುವ ನಿಟ್ಟಿನಲ್ಲಿ ಅನೇಕ ಹೋರಾಟಗಳನ್ನು ಮಾಡಿ ಸಂಘಟನಾತ್ಮಕವಾಗಿ ಸೇವೆಯನ್ನು ಮನಗೊಂಡು ನೂತನವಾಗಿ ಇಲಕಲ್ ತಾಲೂಕಿಗೆ ಅಧ್ಯಕ್ಷರಾಗಿ ಆಯ್ಕೆಯಾದ ಅಶೋಕ ಪೂಜಾರಿ ಅವರಿಗೆ ಹೃದಯ ಪೂರ್ವಕ ಅಭಿನಂದನೆಗಳು: [1001, 2237, 1508, 2332]
row-serial: 07: [53, 1909, 105, 1974]
table-row: [53, 1648, 951, 1714]
row-estimate: 175000: [714, 1518, 827, 1583]
row-estimate: 261000: [714, 1583, 827, 1648]
subhead: ಪ್ರತಿಜ್ಞಾವಿಧಿಸ್ವೀಕಾರ:: [722, 656, 799, 671]
terms-text: ರಿಂದ: [208, 2054, 231, 2069]
paragraph: ಇದೇ ಸಂದರ್ಭ ಜಿಲ್ಲಾ ಕಾನೂನು ಸೇವಾ ಪ್ರಾಧಿಕಾರ, ಜಿಲ್ಲಾಡಳಿತ,: [378, 925, 704, 960]
row-estimate: 310000: [714, 1974, 827, 2038]
row-serial: 04: [53, 1714, 105, 1779]
paragraph: ಭ್ರಷ್ಟಾಚಾರವು ದೇಶದ ಆರ್ಥಿಕ, ಸಮಾಜಿಕ ಅಭಿವೃದ್ಧಿಗೆ ಬಹು ಮುಖ್ಯ ತೊಡಕಾಗಿದ್ದು, ಅದನ್ನ ಬೇರಿನಿಂದಲೇ ನಿರ್ಮೂಲನೆ ಮಾಡಲು ಚಿಕ್ಕ ವಯಸ್ಸಿನಲ್ಲಿಯೇ ಮಕ್ಕಳಿಗೆ ಭ್ರಷ್ಟಾಚಾರ ವಿರೋಧಿ ಭಾವನೆ ಮೂಡಿಸಬೇಕು, ಸ್ವಯಂ ಭ್ರಷ್ಟಾಚಾರ ವಿರೋಧಿ ಧೋರಣೆ ಅನುಸರಿಸಬೇಕು ಎಂದು ಕರ್ನಾಟಕ ಲೋಕಾಯುಕ್ತದ ಗೌರವಾನ್ವಿತ ಉಪಲೋಕಾಯುಕ್ತರಾದ ನ್ಯಾ. ಬಿ.ವೀರಪ್ಪ ಅವರು ಹೇಳಿದರು.: [23, 402, 358, 499]
lead-headline-line2: ಭಾವನೆ ಮೂಡಿಸಿ: ನ್ಯಾ. ವೀರಪ್ಪ: [31, 293, 897, 385]
paragraph: ಸಂವಿಧಾನದಲ್ಲಿನ ಅನುಚ್ಛೇದ 21 ಪ್ರತಿ ಜೀವಿಗೂ ಬದುಕುವ ಹಕ್ಕು ನೀಡಿದೆ. ಅದರಂತೆ ಅನುಚ್ಛೇದ 51ಎ ಮೂಲಭೂತ ಕರ್ತವ್ಯಗಳನ್ನು ತಿಳಿಸುತ್ತದೆ. ಪ್ರತಿಯೊಬ್ಬ ವಿದ್ಯಾವಂತ ವ್ಯಕ್ತಿಯೂ ಸಂವಿಧಾನವನ್ನು ಓದಬೇಕು. ಸಂವಿಧಾನ ಎಲ್ಲರಿಗೂ ಸಮಾನ ಅವಕಾಶ, ಹಕ್ಕುಗಳನ್ನು ನೀಡಿದೆ. ಅವುಗಳನ್ನು ನಾವು ಕಾನೂನಾತ್ಮಕವಾಗಿ ಬಳಸಿಕೊಳ್ಳಬೇಕು ಎಂದು ಅವರು ಸಂವಿಧಾನದ ಮಹತ್ವದ ಬಗ್ಗೆ ಮಾಹಿತಿ ನೀಡಿದರು.: [378, 595, 704, 692]
terms-text: ಮಧ್ಯಾಹ್ನ: [668, 2054, 707, 2069]
notice-ref-number: ಕ್ರಸಂ.ಗ್ರಾ.ಪಂ.ಸ./ನರೇಗಾ/ದ.ಪ.ಪ್ರ/2025-26: [56, 1283, 259, 1299]
notice-ref-row: [51, 1277, 952, 1299]
terms-text: ಘಂಟೆಯವರೆಗೆ. 3) ದರಪಟ್ಟಿ ತರೆಯುವ ದಿನಾಂಕ: [733, 2054, 948, 2069]
row-work-name: 1514004003-25-374 ಬೆಳವಣಕಿ ಗ್ರಾಮದ ಈರಣ್ಣ ಢಳವಿ ಇವರ ಮನೆಯಿಮದ ಚೀಗರಡ್ಡಿ, ಇವರ ಮನೆಯವರೆಗೆ ಸಿ ಸಿ ರಸ್ತೆ ನಿರ್ಮಾಣ 1514004003/RC/93393042892197776: [105, 1518, 714, 1583]
signature-pdo: [628, 2169, 805, 2225]
masthead-band-left: [400, 45, 572, 155]
masthead-rule: [46, 156, 1515, 159]
lead-story-col2: [378, 592, 704, 1096]
intro-year: 2025-2026: [98, 1381, 162, 1397]
row-serial: 03: [53, 1648, 105, 1714]
row-work-name: 1514004003-25-377 ಬೆಳವಣಕಿ ಗ್ರಾಮದ ಶಿವಶಿಂಪಿ ಇವರ ಮನೆಯಿಂದ ಬಸಪ್ಪ ತಾಳಿ ಇವರ ಮನೆಯವರೆಗೆ ಸಿ.ಸಿ. ಗಟಾರ ನಿರ್ಮಾಣ 1514004003/FP/93393042892368636: [105, 1714, 714, 1779]
date-kannada: ಶುಕ್ರವಾರ 31 ಅಕ್ಟೋಬರ್ 2025: [139, 57, 363, 81]
